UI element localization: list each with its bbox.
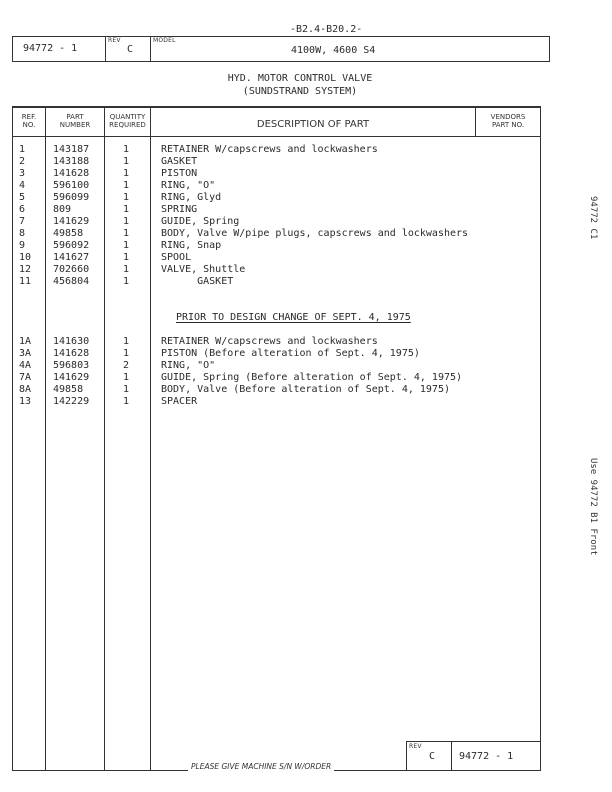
table-row	[13, 228, 540, 240]
quantity-cell: 1	[123, 348, 130, 359]
ref-cell: 12	[19, 264, 32, 275]
table-row	[13, 180, 540, 192]
table-row	[13, 396, 540, 408]
quantity-cell: 1	[123, 156, 130, 167]
description-cell: RING, Glyd	[161, 192, 222, 203]
part-number-cell: 143188	[53, 156, 90, 167]
ref-cell: 3	[19, 168, 26, 179]
table-row	[13, 384, 540, 396]
description-cell: RETAINER W/capscrews and lockwashers	[161, 144, 378, 155]
description-cell: GUIDE, Spring	[161, 216, 240, 227]
description-cell: SPACER	[161, 396, 198, 407]
description-cell: RING, Snap	[161, 240, 222, 251]
quantity-cell: 1	[123, 264, 130, 275]
part-number-cell: 49858	[53, 384, 84, 395]
table-row	[13, 276, 540, 288]
description-cell: PISTON (Before alteration of Sept. 4, 1975)	[161, 348, 420, 359]
table-row	[13, 264, 540, 276]
quantity-cell: 1	[123, 384, 130, 395]
rev-label: REV	[108, 37, 121, 44]
table-row	[13, 216, 540, 228]
part-number-cell: 596803	[53, 360, 90, 371]
page-reference: -B2.4-B20.2-	[290, 24, 363, 35]
section-heading: PRIOR TO DESIGN CHANGE OF SEPT. 4, 1975	[176, 312, 411, 323]
description-cell: SPOOL	[161, 252, 192, 263]
quantity-cell: 1	[123, 336, 130, 347]
description-cell: BODY, Valve W/pipe plugs, capscrews and lockwashers	[161, 228, 469, 239]
ref-cell: 3A	[19, 348, 32, 359]
part-number-cell: 702660	[53, 264, 90, 275]
footer-note: PLEASE GIVE MACHINE S/N W/ORDER	[188, 762, 334, 771]
table-row	[13, 144, 540, 156]
table-row	[13, 240, 540, 252]
table-row	[13, 156, 540, 168]
ref-cell: 9	[19, 240, 26, 251]
table-row	[13, 360, 540, 372]
part-number-cell: 143187	[53, 144, 90, 155]
parts-table	[12, 106, 541, 771]
model-value: 4100W, 4600 S4	[291, 45, 376, 56]
part-number-cell: 141628	[53, 168, 90, 179]
footer-rev-box	[406, 741, 541, 771]
ref-cell: 6	[19, 204, 26, 215]
ref-cell: 4	[19, 180, 26, 191]
table-row	[13, 192, 540, 204]
quantity-cell: 1	[123, 216, 130, 227]
description-cell: GASKET	[161, 156, 198, 167]
description-cell: RETAINER W/capscrews and lockwashers	[161, 336, 378, 347]
model-label: MODEL	[153, 37, 176, 44]
description-cell: GASKET	[161, 276, 234, 287]
part-number-cell: 141628	[53, 348, 90, 359]
quantity-cell: 1	[123, 372, 130, 383]
table-row	[13, 252, 540, 264]
quantity-cell: 1	[123, 396, 130, 407]
rev-value: C	[127, 44, 134, 55]
quantity-cell: 1	[123, 240, 130, 251]
quantity-cell: 1	[123, 252, 130, 263]
quantity-cell: 1	[123, 204, 130, 215]
ref-cell: 13	[19, 396, 32, 407]
part-number-cell: 141627	[53, 252, 90, 263]
part-number-cell: 49858	[53, 228, 84, 239]
footer-doc-number: 94772 - 1	[459, 751, 514, 762]
ref-cell: 4A	[19, 360, 32, 371]
col-header-vendor-part: VENDORS PART NO.	[490, 113, 526, 129]
description-cell: BODY, Valve (Before alteration of Sept. 4, 1975)	[161, 384, 450, 395]
part-number-cell: 141629	[53, 372, 90, 383]
footer-rev-label: REV	[409, 743, 422, 750]
table-row	[13, 168, 540, 180]
part-number-cell: 596092	[53, 240, 90, 251]
part-number-cell: 456804	[53, 276, 90, 287]
ref-cell: 8A	[19, 384, 32, 395]
ref-cell: 7A	[19, 372, 32, 383]
quantity-cell: 1	[123, 192, 130, 203]
part-number-cell: 809	[53, 204, 72, 215]
table-row	[13, 204, 540, 216]
quantity-cell: 1	[123, 228, 130, 239]
description-cell: GUIDE, Spring (Before alteration of Sept. 4, 1975)	[161, 372, 463, 383]
table-row	[13, 372, 540, 384]
ref-cell: 7	[19, 216, 26, 227]
quantity-cell: 1	[123, 180, 130, 191]
part-number-cell: 596100	[53, 180, 90, 191]
header-box	[12, 36, 550, 62]
part-number-cell: 141630	[53, 336, 90, 347]
part-number-cell: 141629	[53, 216, 90, 227]
ref-cell: 2	[19, 156, 26, 167]
description-cell: RING, "O"	[161, 360, 216, 371]
quantity-cell: 1	[123, 276, 130, 287]
margin-note-middle: Use 94772 B1 Front	[588, 458, 598, 556]
ref-cell: 1A	[19, 336, 32, 347]
margin-note-top: 94772 C1	[588, 196, 598, 240]
description-cell: SPRING	[161, 204, 198, 215]
ref-cell: 11	[19, 276, 32, 287]
document-title	[100, 72, 500, 98]
description-cell: PISTON	[161, 168, 198, 179]
col-header-ref: REF. NO.	[21, 113, 37, 129]
part-number-cell: 596099	[53, 192, 90, 203]
table-row	[13, 348, 540, 360]
ref-cell: 1	[19, 144, 26, 155]
quantity-cell: 1	[123, 168, 130, 179]
table-row	[13, 336, 540, 348]
title-line-2: (SUNDSTRAND SYSTEM)	[242, 86, 358, 97]
parts-rows-prior	[13, 336, 540, 416]
footer-rev-value: C	[429, 751, 436, 762]
ref-cell: 8	[19, 228, 26, 239]
col-header-part-number: PART NUMBER	[59, 113, 91, 129]
description-cell: RING, "O"	[161, 180, 216, 191]
description-cell: VALVE, Shuttle	[161, 264, 246, 275]
ref-cell: 10	[19, 252, 32, 263]
part-number-cell: 142229	[53, 396, 90, 407]
title-line-1: HYD. MOTOR CONTROL VALVE	[227, 73, 373, 84]
ref-cell: 5	[19, 192, 26, 203]
col-header-description: DESCRIPTION OF PART	[256, 119, 370, 130]
col-header-quantity: QUANTITY REQUIRED	[109, 113, 146, 129]
doc-number: 94772 - 1	[23, 43, 78, 54]
parts-rows	[13, 144, 540, 294]
quantity-cell: 2	[123, 360, 130, 371]
quantity-cell: 1	[123, 144, 130, 155]
